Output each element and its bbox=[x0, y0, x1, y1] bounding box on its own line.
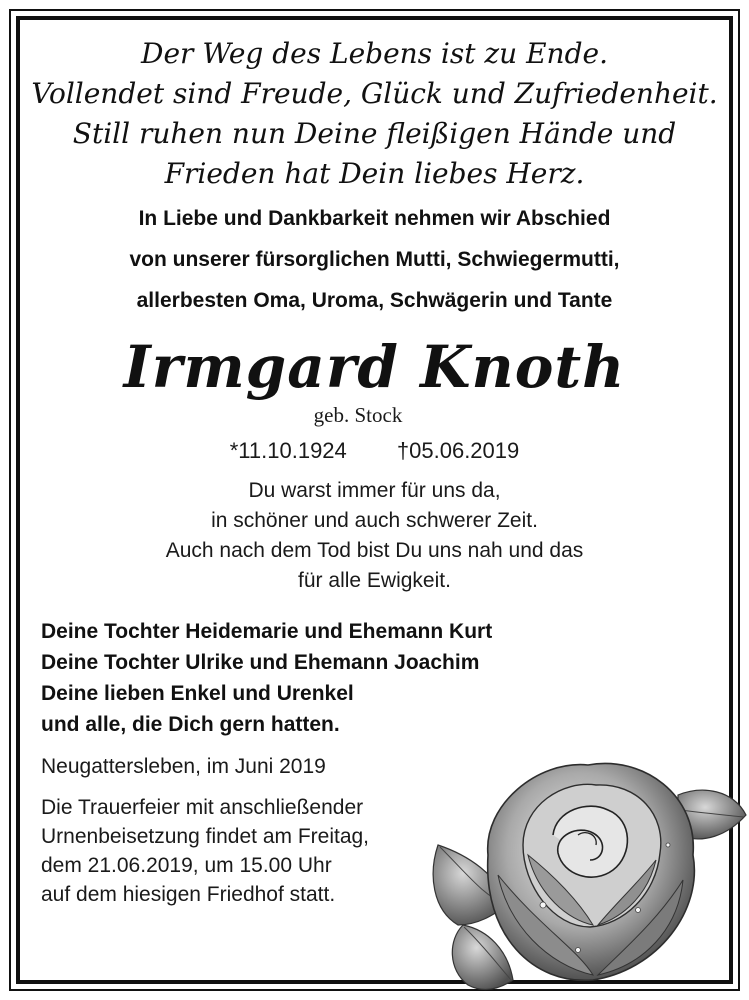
verse-line: für alle Ewigkeit. bbox=[298, 569, 451, 592]
poem-line: Still ruhen nun Deine fleißigen Hände und bbox=[72, 117, 677, 150]
life-dates bbox=[20, 434, 729, 468]
service-line: Urnenbeisetzung findet am Freitag, bbox=[41, 825, 370, 848]
poem-line: Frieden hat Dein liebes Herz. bbox=[164, 157, 585, 190]
intro-line: von unserer fürsorglichen Mutti, Schwiegermutti, bbox=[129, 248, 620, 271]
memorial-verse bbox=[20, 476, 729, 596]
mourner-line: Deine Tochter Heidemarie und Ehemann Kurt bbox=[41, 620, 493, 643]
service-line: Die Trauerfeier mit anschließender bbox=[41, 796, 364, 819]
intro-line: allerbesten Oma, Uroma, Schwägerin und Tante bbox=[136, 289, 613, 312]
poem-line: Der Weg des Lebens ist zu Ende. bbox=[141, 37, 608, 70]
verse-line: in schöner und auch schwerer Zeit. bbox=[211, 509, 538, 532]
intro-line: In Liebe und Dankbarkeit nehmen wir Abschied bbox=[138, 207, 611, 230]
memorial-poem bbox=[20, 34, 729, 194]
deceased-name: Irmgard Knoth bbox=[123, 333, 626, 401]
verse-line: Du warst immer für uns da, bbox=[248, 479, 501, 502]
funeral-service-info bbox=[41, 793, 369, 909]
poem-line: Vollendet sind Freude, Glück und Zufriedenheit. bbox=[31, 77, 718, 110]
mourner-line: Deine Tochter Ulrike und Ehemann Joachim bbox=[41, 651, 480, 674]
mourner-line: Deine lieben Enkel und Urenkel bbox=[41, 682, 354, 705]
mourners-list bbox=[41, 616, 492, 740]
service-line: dem 21.06.2019, um 15.00 Uhr bbox=[41, 854, 332, 877]
mourner-line: und alle, die Dich gern hatten. bbox=[41, 713, 340, 736]
farewell-intro bbox=[20, 198, 729, 321]
maiden-name: geb. Stock bbox=[313, 403, 403, 427]
verse-line: Auch nach dem Tod bist Du uns nah und das bbox=[165, 539, 584, 562]
rose-icon bbox=[428, 735, 749, 1000]
death-date: †05.06.2019 bbox=[396, 438, 520, 463]
birth-date: *11.10.1924 bbox=[229, 438, 347, 463]
place-and-date: Neugattersleben, im Juni 2019 bbox=[41, 755, 326, 778]
service-line: auf dem hiesigen Friedhof statt. bbox=[41, 883, 336, 906]
